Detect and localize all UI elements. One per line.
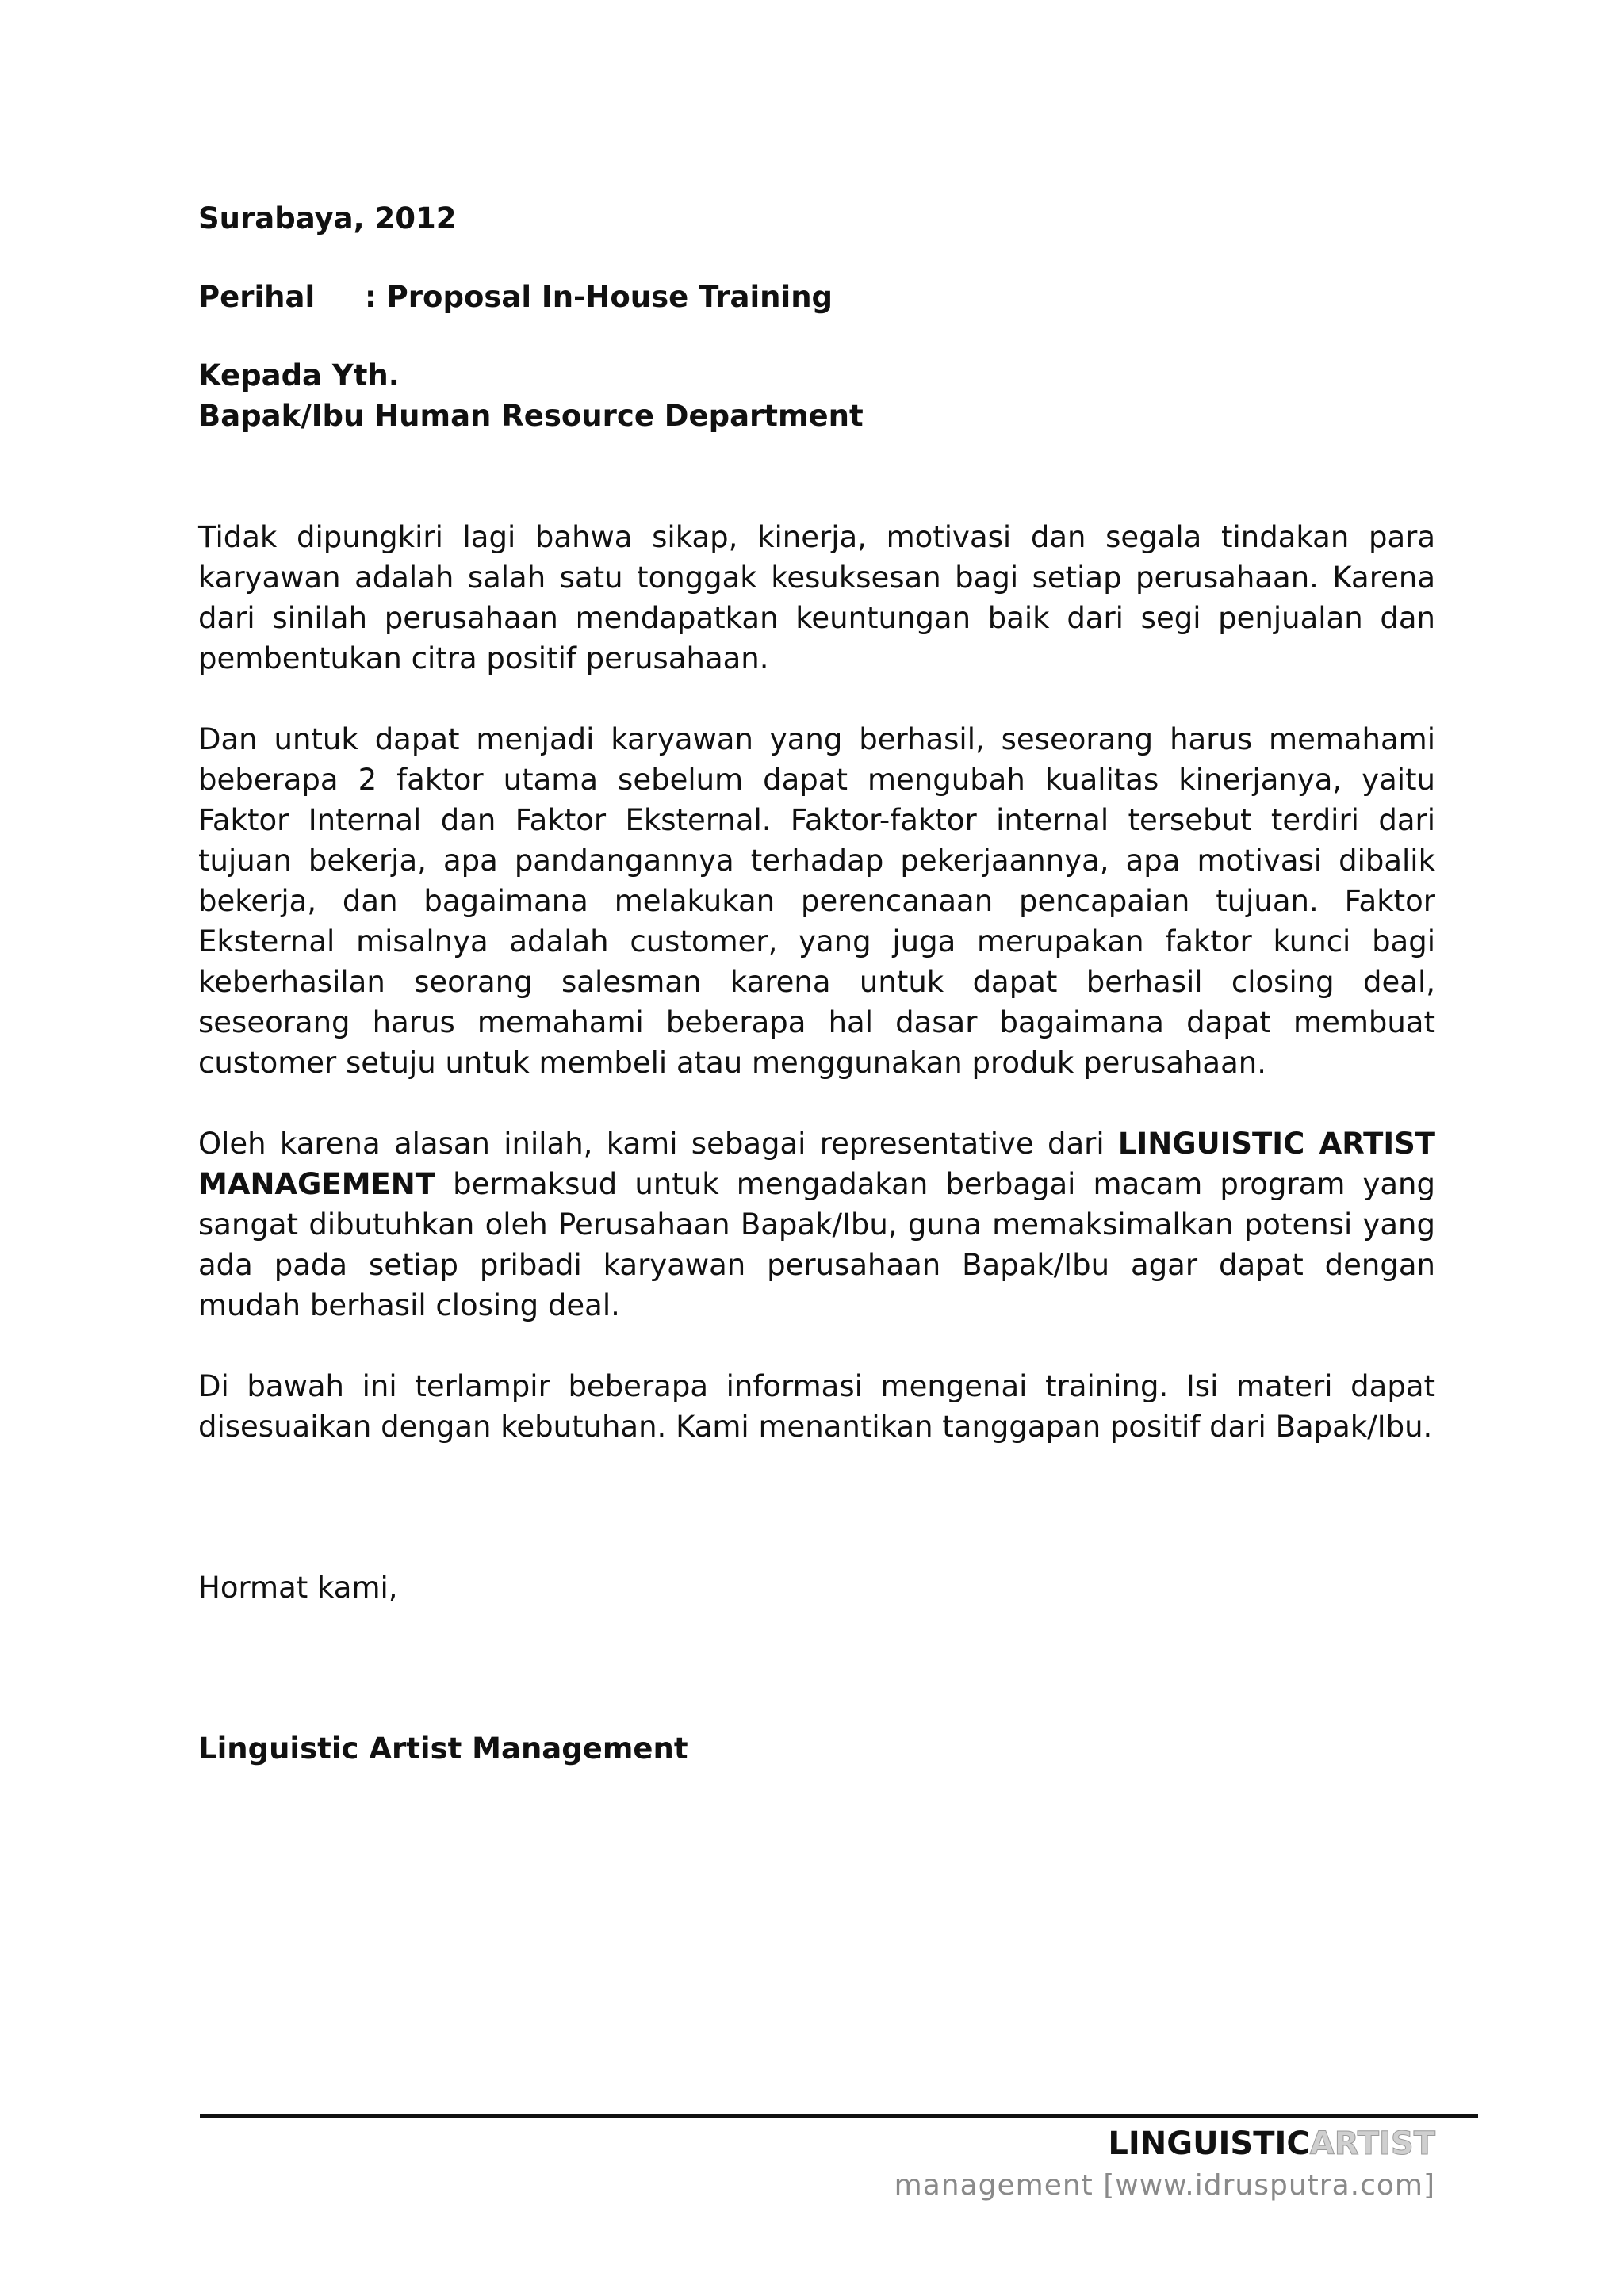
letter-date: Surabaya, 2012 — [198, 201, 457, 235]
footer-logo — [1108, 2125, 1435, 2163]
recipient-department: Bapak/Ibu Human Resource Department — [198, 399, 864, 433]
body-paragraph-3 — [198, 1123, 1435, 1326]
logo-text-linguistic: LINGUISTIC — [1108, 2126, 1310, 2162]
footer-subtitle: management [www.idrusputra.com] — [894, 2169, 1435, 2202]
subject-label: Perihal — [198, 280, 316, 314]
subject-value: : Proposal In-House Training — [365, 280, 833, 314]
footer-divider — [200, 2114, 1478, 2118]
company-name-emphasis: LINGUISTIC ARTIST MANAGEMENT — [198, 1127, 1435, 1201]
letter-content — [198, 198, 1435, 1769]
paragraph-3-rest: bermaksud untuk mengadakan berbagai macam program yang sangat dibutuhkan oleh Perusahaan Bapak/Ibu, guna memaksimalkan potensi yang ada pada setiap pribadi karyawan perusahaan Bapak/Ibu agar dapat dengan mudah berhasil closing deal. — [198, 1167, 1435, 1322]
recipient-block — [198, 355, 1435, 436]
signature-name: Linguistic Artist Management — [198, 1732, 688, 1766]
paragraph-3-intro: Oleh karena alasan inilah, kami sebagai representative dari — [198, 1127, 1118, 1161]
body-paragraph-1: Tidak dipungkiri lagi bahwa sikap, kinerja, motivasi dan segala tindakan para karyawan adalah salah satu tonggak kesuksesan bagi setiap perusahaan. Karena dari sinilah perusahaan mendapatkan keuntungan baik dari segi penjualan dan pembentukan citra positif perusahaan. — [198, 520, 1435, 675]
subject-line — [198, 277, 1435, 317]
body-paragraph-4: Di bawah ini terlampir beberapa informasi mengenai training. Isi materi dapat disesuaikan dengan kebutuhan. Kami menantikan tanggapan positif dari Bapak/Ibu. — [198, 1369, 1435, 1444]
closing-salutation: Hormat kami, — [198, 1571, 398, 1605]
body-paragraph-2: Dan untuk dapat menjadi karyawan yang berhasil, seseorang harus memahami beberapa 2 faktor utama sebelum dapat mengubah kualitas kinerjanya, yaitu Faktor Internal dan Faktor Eksternal. Faktor-faktor internal tersebut terdiri dari tujuan bekerja, apa pandangannya terhadap pekerjaannya, apa motivasi dibalik bekerja, dan bagaimana melakukan perencanaan pencapaian tujuan. Faktor Eksternal misalnya adalah customer, yang juga merupakan faktor kunci bagi keberhasilan seorang salesman karena untuk dapat berhasil closing deal, seseorang harus memahami beberapa hal dasar bagaimana dapat membuat customer setuju untuk membeli atau menggunakan produk perusahaan. — [198, 722, 1435, 1080]
logo-text-artist: ARTIST — [1309, 2126, 1435, 2162]
recipient-salutation: Kepada Yth. — [198, 358, 400, 392]
